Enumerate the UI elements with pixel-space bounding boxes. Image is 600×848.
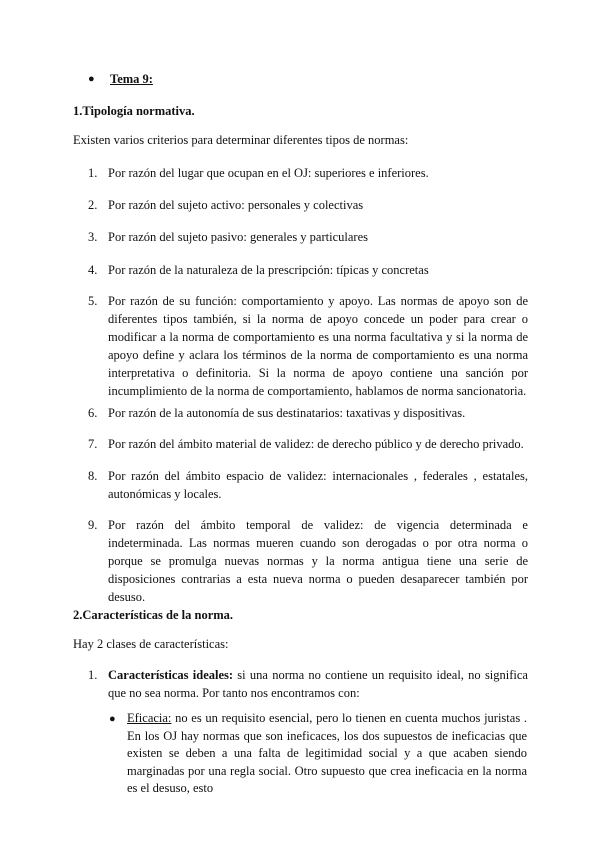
list-item: 9. Por razón del ámbito temporal de validez: de vigencia determinada e indeterminada. Las normas mueren cuando son derogadas o por otra norma o porque se promulga nuevas normas y la norma antigua tiene una serie de disposiciones contrarias a esta nueva norma o pueden desaparecer también por desuso. bbox=[88, 518, 528, 604]
item-label: Características ideales: bbox=[108, 668, 234, 682]
item-text: si una norma no contiene un requisito ideal, no significa que no sea norma. Por tanto nos encontramos con: bbox=[108, 668, 528, 700]
list-item: 5. Por razón de su función: comportamiento y apoyo. Las normas de apoyo son de diferentes tipos también, si la norma de apoyo concede un poder para crear o modificar a la norma de comportamiento es una norma facultativa y si la norma de apoyo define y aclara los términos de la norma de comportamiento es una norma interpretativa o definitoria. Si la norma de apoyo contiene una sanción por incumplimiento de la norma de comportamiento, hablamos de norma sancionatoria. bbox=[88, 294, 528, 398]
list-item: 3. Por razón del sujeto pasivo: generales y particulares bbox=[88, 230, 368, 244]
list-item: 4. Por razón de la naturaleza de la prescripción: típicas y concretas bbox=[88, 263, 429, 277]
section1-intro: Existen varios criterios para determinar diferentes tipos de normas: bbox=[73, 133, 409, 147]
bullet-icon: ● bbox=[109, 713, 116, 725]
topic-title: Tema 9: bbox=[110, 72, 153, 86]
list-item: 7. Por razón del ámbito material de validez: de derecho público y de derecho privado. bbox=[88, 437, 524, 451]
list-item: 6. Por razón de la autonomía de sus destinatarios: taxativas y dispositivas. bbox=[88, 406, 466, 420]
sub-list-item bbox=[109, 710, 527, 798]
section2-heading: 2.Características de la norma. bbox=[73, 608, 234, 622]
sub-item-label: Eficacia: bbox=[127, 711, 172, 725]
list-item: 1. Características ideales: si una norma no contiene un requisito ideal, no significa que no sea norma. Por tanto nos encontramos con: bbox=[88, 668, 528, 700]
list-item: 1. Por razón del lugar que ocupan en el OJ: superiores e inferiores. bbox=[88, 166, 429, 180]
section2-intro: Hay 2 clases de características: bbox=[73, 637, 229, 651]
bullet-icon: ● bbox=[88, 73, 95, 85]
list-item: 8. Por razón del ámbito espacio de validez: internacionales , federales , estatales, autonómicas y locales. bbox=[88, 469, 528, 501]
list-item: 2. Por razón del sujeto activo: personales y colectivas bbox=[88, 198, 364, 212]
sub-item-text: no es un requisito esencial, pero lo tienen en cuenta muchos juristas . En los OJ hay normas que son ineficaces, los dos supuestos de ineficacias que existen se deben a una falta de legitimidad social y a que acaben siendo marginadas por una regla social. Otro supuesto que crea ineficacia en la norma es el desuso, esto bbox=[127, 711, 527, 795]
section1-heading: 1.Tipología normativa. bbox=[73, 104, 195, 118]
